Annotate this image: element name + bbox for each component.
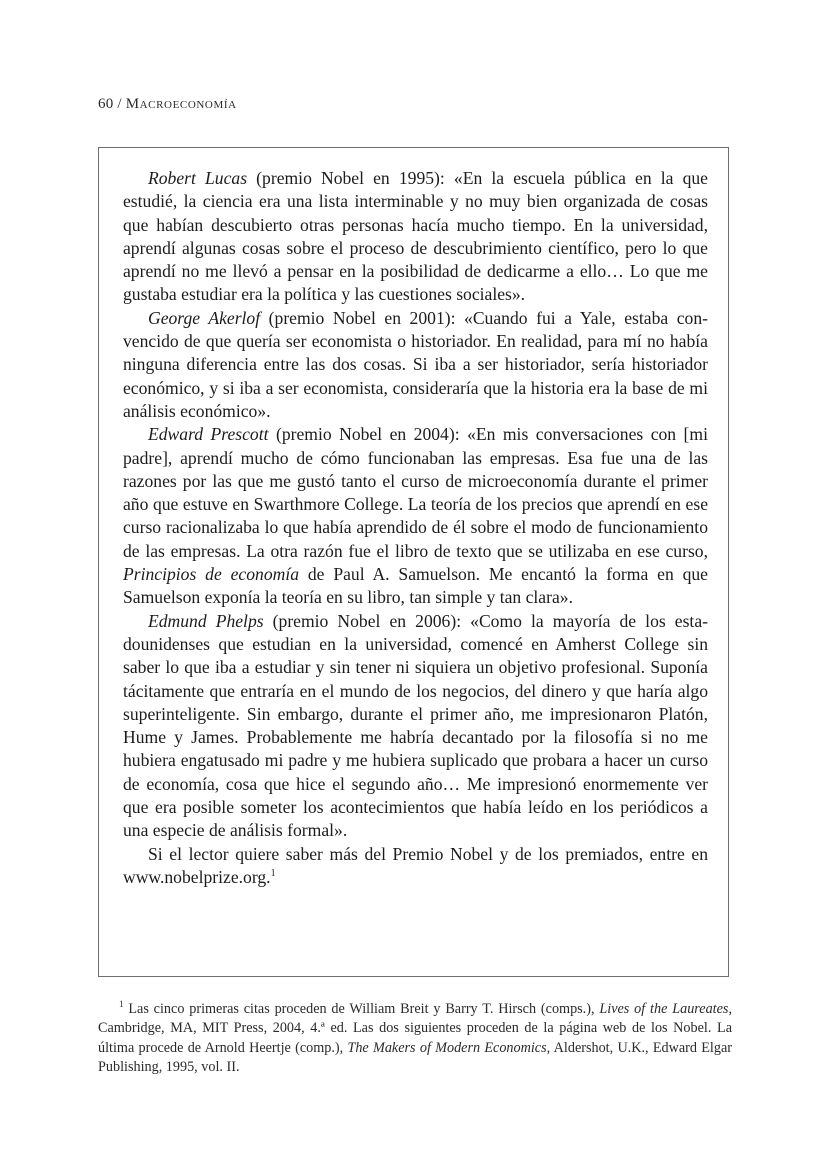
footnote (98, 1000, 732, 1077)
book-title-italic: Principios de economía (123, 564, 300, 585)
quote-paragraph-lucas (123, 167, 708, 307)
quote-text: de Paul A. Samuelson. Me encantó la forma en que Samuelson exponía la teoría en su libro, tan simple y tan clara». (123, 564, 708, 608)
quote-text: (premio Nobel en 1995): «En la escuela pública en la que estudié, la ciencia era una lista interminable y no muy bien organizada de cosas que habían descubierto otras personas hacía mucho tiempo. En la universidad, aprendí algunas cosas sobre el proceso de descubrimiento científico, pero lo que aprendí no me llevó a pensar en la posibilidad de dedicarme a ello… Lo que me gustaba estudiar era la política y las cuestiones sociales». (123, 168, 708, 305)
quote-box-content (123, 167, 708, 889)
footnote-marker: 1 (119, 999, 124, 1009)
page-number: 60 (98, 96, 114, 112)
closing-paragraph (123, 843, 708, 890)
quote-text: (premio Nobel en 2001): «Cuando fui a Yale, estaba convencido de que quería ser economista o historiador. En realidad, para mí no había ninguna diferencia entre las dos cosas. Si iba a ser historiador, sería historiador económico, y si iba a ser economista, consideraría que la historia era la base de mi análisis económico». (123, 307, 709, 421)
footnote-paragraph (98, 1000, 732, 1077)
laureate-name: Edmund Phelps (148, 610, 264, 631)
quote-text: (premio Nobel en 2006): «Como la mayoría de los estadounidenses que estudian en la universidad, comencé en Amherst College sin saber lo que iba a estudiar y sin tener ni siquiera un objetivo profesional. Suponía tácitamente que entraría en el mundo de los negocios, del dinero y que haría algo superinteligente. Sin embargo, durante el primer año, me impresionaron Platón, Hume y James. Probablemente me habría decantado por la filosofía si no me hubiera engatusado mi padre y me hubiera suplicado que probara a hacer un curso de economía, cosa que hice el segundo año… Me impresionó enormemente ver que era posible someter los acontecimientos que había leído en los periódicos a una especie de análisis formal». (123, 610, 708, 841)
quote-paragraph-akerlof (123, 307, 708, 423)
footnote-book-title: The Makers of Modern Economics (347, 1039, 547, 1056)
running-head-separator: / (117, 96, 122, 112)
footnote-book-title: Lives of the Laureates (599, 1001, 729, 1017)
footnote-text: Las cinco primeras citas proceden de William Breit y Barry T. Hirsch (comps.), (123, 1001, 600, 1017)
quote-paragraph-phelps (123, 610, 708, 843)
quote-paragraph-prescott (123, 423, 708, 609)
book-title: Macroeconomía (125, 96, 237, 112)
footnote-text: , Cambridge, MA, MIT Press, 2004, 4.ª ed. Las dos siguientes proceden de la página web de los Nobel. La última procede de Arnold Heertje (comp.), (98, 1001, 732, 1056)
laureate-name: George Akerlof (148, 307, 261, 328)
laureate-name: Edward Prescott (148, 424, 269, 445)
quote-text: (premio Nobel en 2004): «En mis conversaciones con [mi padre], aprendí mucho de cómo funcionaban las empresas. Esa fue una de las razones por las que me gustó tanto el curso de microeconomía durante el primer año que estuve en Swarthmore College. La teoría de los precios que aprendí en ese curso racionalizaba lo que había aprendido de él sobre el modo de funcionamiento de las empresas. La otra razón fue el libro de texto que se utilizaba en ese curso, (123, 424, 708, 561)
laureate-name: Robert Lucas (148, 168, 248, 188)
footnote-text: , Aldershot, U.K., Edward Elgar Publishing, 1995, vol. II. (98, 1039, 732, 1075)
running-head (98, 96, 237, 113)
closing-text: Si el lector quiere saber más del Premio Nobel y de los premiados, entre en www.nobelprize.org. (123, 843, 708, 887)
footnote-reference[interactable]: 1 (270, 867, 276, 879)
